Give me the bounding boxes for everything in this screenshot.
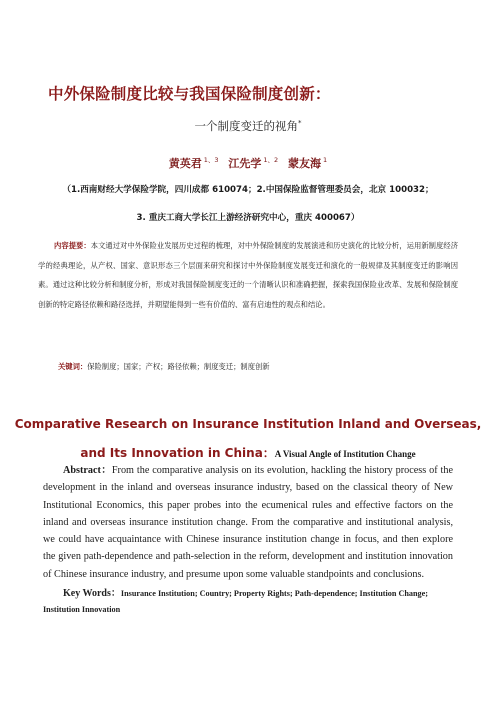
author <box>169 157 219 170</box>
author-affiliation-mark: 1、2 <box>263 156 279 164</box>
author-name: 江先学 <box>228 157 262 170</box>
abstract-en <box>43 462 453 583</box>
paper-title-en-line-1: Comparative Research on Insurance Institution Inland and Overseas, <box>14 417 482 431</box>
affiliation-line-2: 3. 重庆工商大学长江上游经济研究中心，重庆 400067） <box>136 213 360 223</box>
paper-title-cn: 中外保险制度比较与我国保险制度创新： <box>48 85 331 103</box>
keywords-cn-label: 关键词： <box>58 362 88 371</box>
abstract-cn-text: 本文通过对中外保险业发展历史过程的梳理，对中外保险制度的发展演进和历史演化的比较分析，运用新制度经济学的经典理论，从产权、国家、意识形态三个层面来研究和探讨中外保险制度发展变迁和演化的一般规律及其制度变迁的影响因素。通过这种比较分析和制度分析，形成对我国保险制度变迁的一个清晰认识和准确把握，探索我国保险业改革、发展和保险制度创新的特定路径依赖和路径选择，并期望能得到一些有价值的、富有启迪性的观点和结论。 <box>38 241 458 309</box>
abstract-cn <box>38 236 458 314</box>
title-en-main: and Its Innovation in China： <box>80 446 275 460</box>
author-affiliation-mark: 1 <box>323 156 328 164</box>
subtitle-text: 一个制度变迁的视角 <box>194 119 298 133</box>
keywords-cn <box>58 362 478 372</box>
paper-title-en-line-2 <box>0 442 496 461</box>
keywords-en-text: Insurance Institution; Country; Property Rights; Path-dependence; Institution Change; Institution Innovation <box>43 589 429 614</box>
author-affiliation-mark: 1、3 <box>203 156 219 164</box>
abstract-en-text: From the comparative analysis on its evolution, hackling the history process of the development in the inland and overseas insurance industry, based on the classical theory of New Institutional Economics, this paper probes into the ecumenical rules and effective factors on the inland and overseas insurance institution change. From the comparative and institutional analysis, we could have acquaintance with Chinese insurance institution change in focus, and then explore the given path-dependence and path-selection in the reform, development and institution innovation of Chinese insurance industry, and presume upon some valuable standpoints and conclusions. <box>43 465 453 580</box>
author <box>228 157 278 170</box>
paper-subtitle-cn <box>0 118 496 134</box>
author-name: 黄英君 <box>168 157 202 170</box>
footnote-mark: * <box>298 119 302 127</box>
title-en-subtitle: A Visual Angle of Institution Change <box>274 449 416 459</box>
author <box>288 157 327 170</box>
abstract-en-label: Abstract： <box>63 465 112 476</box>
keywords-en <box>43 586 453 618</box>
author-name: 蒙友海 <box>288 157 322 170</box>
author-list <box>0 155 496 171</box>
keywords-en-label: Key Words： <box>63 588 121 599</box>
keywords-cn-text: 保险制度；国家；产权；路径依赖；制度变迁；制度创新 <box>87 362 270 371</box>
affiliation-line-1: （1.西南财经大学保险学院，四川成都 610074；2.中国保险监督管理委员会，北京 100032； <box>62 185 434 195</box>
abstract-cn-label: 内容提要： <box>54 241 91 250</box>
